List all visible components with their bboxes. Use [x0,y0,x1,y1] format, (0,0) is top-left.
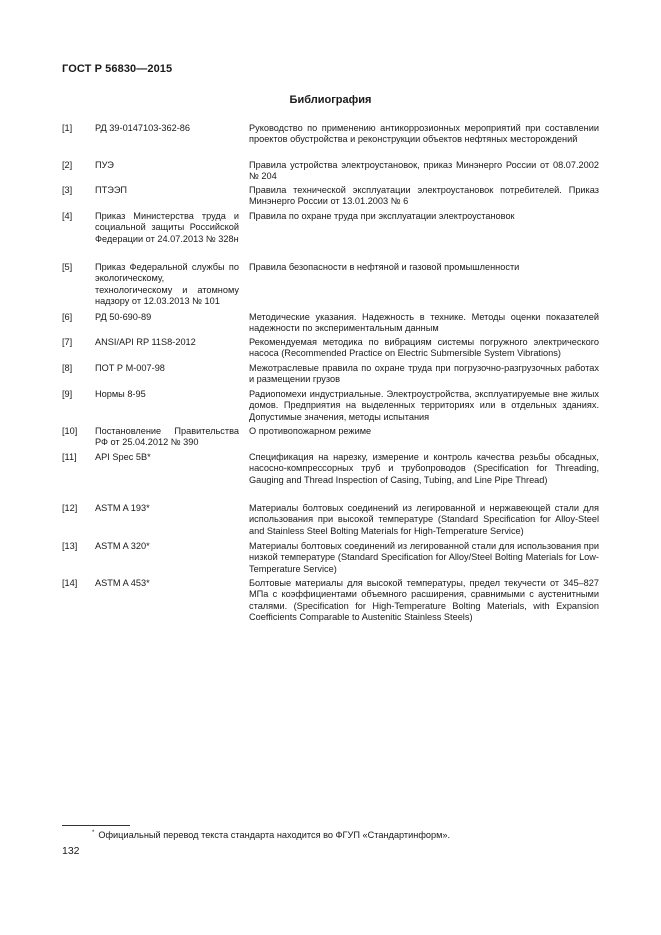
entry-description: Радиопомехи индустриальные. Электроустройства, эксплуатируемые вне жилых домов. Предприятия на выделенных территориях или в отдельных зданиях. Допустимые значения, методы испытания [249,389,599,422]
entry-code: ANSI/API RP 11S8-2012 [95,337,196,347]
entry-code: ПОТ Р М-007-98 [95,363,165,373]
entry-description: Руководство по применению антикоррозионных мероприятий при составлении проектов обустройства и реконструкции объектов нефтяных месторождений [249,123,599,145]
entry-number: [2] [62,160,73,170]
entry-code: ASTM A 453* [95,578,150,588]
entry-description: Методические указания. Надежность в технике. Методы оценки показателей надежности по экспериментальным данным [249,312,599,334]
entry-number: [1] [62,123,73,133]
entry-code: Нормы 8-95 [95,389,146,399]
entry-number: [5] [62,262,73,272]
entry-description: Спецификация на нарезку, измерение и контроль качества резьбы обсадных, насосно-компрессорных труб и трубопроводов (Specification for Threading, Gauging and Thread Inspection of Casing, Tubing, and Line Pipe Thread) [249,452,599,485]
entry-number: [14] [62,578,78,588]
document-header: ГОСТ Р 56830—2015 [62,63,173,75]
page-number: 132 [62,845,80,857]
entry-description: Правила безопасности в нефтяной и газовой промышленности [249,262,520,272]
entry-number: [10] [62,426,78,436]
footnote-text: Официальный перевод текста стандарта находится во ФГУП «Стандартинформ». [98,830,451,840]
entry-code: РД 39-0147103-362-86 [95,123,191,133]
entry-description: Материалы болтовых соединений из легированной стали для использования при низкой температуре (Standard Specification for Alloy/Steel Bolting Materials for Low-Temperature Service) [249,541,599,574]
entry-number: [12] [62,503,78,513]
entry-number: [7] [62,337,73,347]
entry-number: [11] [62,452,77,462]
entry-code: ПУЭ [95,160,114,170]
entry-code: ASTM A 193* [95,503,150,513]
entry-description: Рекомендуемая методика по вибрациям системы погружного электрического насоса (Recommended Practice on Electric Submersible System Vibrations) [249,337,599,359]
entry-code: Приказ Министерства труда и социальной защиты Российской Федерации от 24.07.2013 № 328н [95,211,239,244]
entry-number: [3] [62,185,73,195]
entry-number: [8] [62,363,73,373]
footnote-divider [62,825,130,826]
entry-description: Правила устройства электроустановок, приказ Минэнерго России от 08.07.2002 № 204 [249,160,599,182]
footnote [92,829,450,841]
entry-code: РД 50-690-89 [95,312,152,322]
entry-number: [13] [62,541,78,551]
entry-code: API Spec 5B* [95,452,151,462]
entry-code: Приказ Федеральной службы по экологическому, технологическому и атомному надзору от 12.03.2013 № 101 [95,262,239,306]
section-title: Библиография [289,94,372,106]
entry-description: Межотраслевые правила по охране труда при погрузочно-разгрузочных работах и размещении грузов [249,363,599,385]
entry-code: ПТЭЭП [95,185,128,195]
footnote-marker: * [92,830,95,836]
entry-code: Постановление Правительства РФ от 25.04.2012 № 390 [95,426,239,448]
entry-description: Правила технической эксплуатации электроустановок потребителей. Приказ Минэнерго России от 13.01.2003 № 6 [249,185,599,207]
entry-number: [6] [62,312,73,322]
entry-description: О противопожарном режиме [249,426,372,436]
entry-number: [4] [62,211,73,221]
entry-description: Материалы болтовых соединений из легированной и нержавеющей стали для использования при высокой температуре (Standard Specification for Alloy-Steel and Stainless Steel Bolting Materials for High-Temperature Service) [249,503,599,536]
entry-code: ASTM A 320* [95,541,150,551]
entry-description: Болтовые материалы для высокой температуры, предел текучести от 345–827 МПа с коэффициентами объемного расширения, сравнимыми с аустенитными сталями. (Specification for High-Temperature Bolting Materials, with Expansion Coefficients Comparable to Austenitic Stainless Steels) [249,578,599,622]
entry-number: [9] [62,389,73,399]
entry-description: Правила по охране труда при эксплуатации электроустановок [249,211,515,221]
